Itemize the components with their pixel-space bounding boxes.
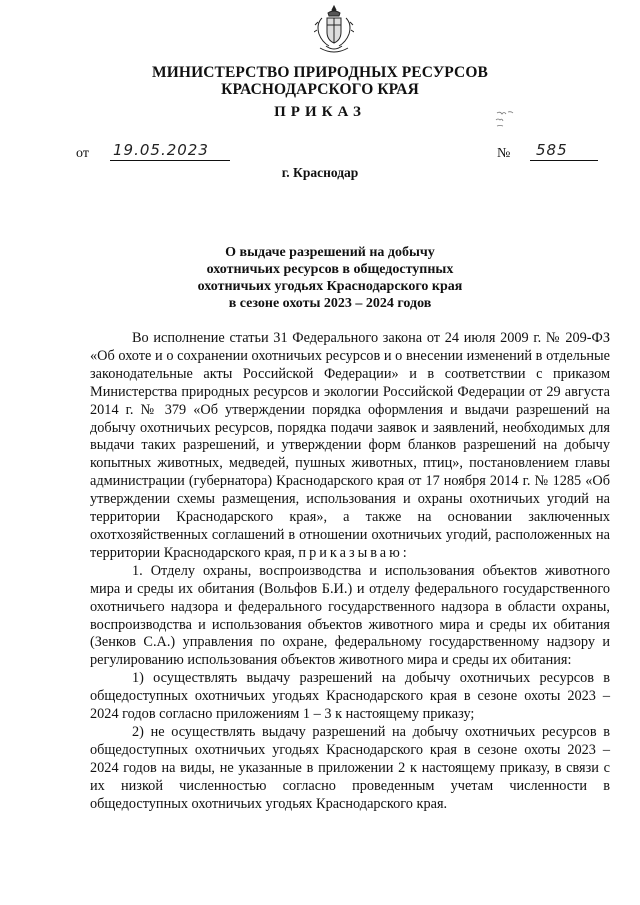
order-subject: [180, 244, 480, 312]
ministry-name-line2: КРАСНОДАРСКОГО КРАЯ: [221, 81, 419, 98]
subclause-2-paragraph: 2) не осуществлять выдачу разрешений на добычу охотничьих ресурсов в общедоступных охотничьих угодьях Краснодарского края в сезоне охоты 2023 – 2024 годов на виды, не указанные в приложении 2 к настоящему приказу, в связи с их низкой численностью согласно проведенным учетам численности в общедоступных охотничьих угодьях Краснодарского края.: [90, 723, 610, 812]
clause-1-paragraph: 1. Отделу охраны, воспроизводства и использования объектов животного мира и среды их обитания (Вольфов Б.И.) и отделу федерального государственного охотничьего надзора и федерального государственного надзора в области охраны, воспроизводства и использования объектов животного мира и среды их обитания (Зенков С.А.) управления по охране, федеральному государственному надзору и регулированию использования объектов животного мира и среды их обитания:: [90, 562, 610, 669]
subject-line: охотничьих ресурсов в общедоступных: [206, 262, 454, 277]
preamble-text: Во исполнение статьи 31 Федерального закона от 24 июля 2009 г. № 209-ФЗ «Об охоте и о сохранении охотничьих ресурсов и о внесении изменений в отдельные законодательные акты Российской Федерации» и в соответствии с приказом Министерства природных ресурсов и экологии Российской Федерации от 29 августа 2014 г. № 379 «Об утверждении порядка оформления и выдачи разрешений на добычу охотничьих ресурсов, порядка подачи заявок и заявлений, необходимых для выдачи таких разрешений, и утверждении форм бланков разрешений на добычу копытных животных, медведей, пушных животных, птиц», постановлением главы администрации (губернатора) Краснодарского края от 17 ноября 2014 г. № 1285 «Об утверждении схемы размещения, использования и охраны охотничьих угодий на территории Краснодарского края», а также на основании заключенных охотхозяйственных соглашений в отношении охотничьих угодий, расположенных на территории Краснодарского края,: [90, 330, 610, 561]
order-date: 19.05.2023: [113, 141, 209, 159]
subject-line: в сезоне охоты 2023 – 2024 годов: [228, 296, 432, 311]
subclause-1-paragraph: 1) осуществлять выдачу разрешений на добычу охотничьих ресурсов в общедоступных охотничьих угодьях Краснодарского края в сезоне охоты 2023 – 2024 годов согласно приложениям 1 – 3 к настоящему приказу;: [90, 670, 610, 723]
coat-of-arms-icon: [314, 4, 354, 54]
order-number: 585: [536, 141, 568, 159]
ministry-name-line1: МИНИСТЕРСТВО ПРИРОДНЫХ РЕСУРСОВ: [152, 64, 488, 81]
date-label: от: [76, 146, 89, 161]
handwritten-mark-icon: [494, 108, 520, 132]
subject-line: О выдаче разрешений на добычу: [225, 245, 435, 260]
city-name: г. Краснодар: [281, 165, 359, 180]
number-label: №: [497, 146, 511, 161]
document-type-title: ПРИКАЗ: [274, 104, 366, 120]
order-body: [90, 330, 610, 813]
order-verb: приказываю:: [298, 544, 410, 561]
subject-line: охотничьих угодьях Краснодарского края: [197, 279, 463, 294]
preamble-paragraph: [90, 330, 610, 563]
